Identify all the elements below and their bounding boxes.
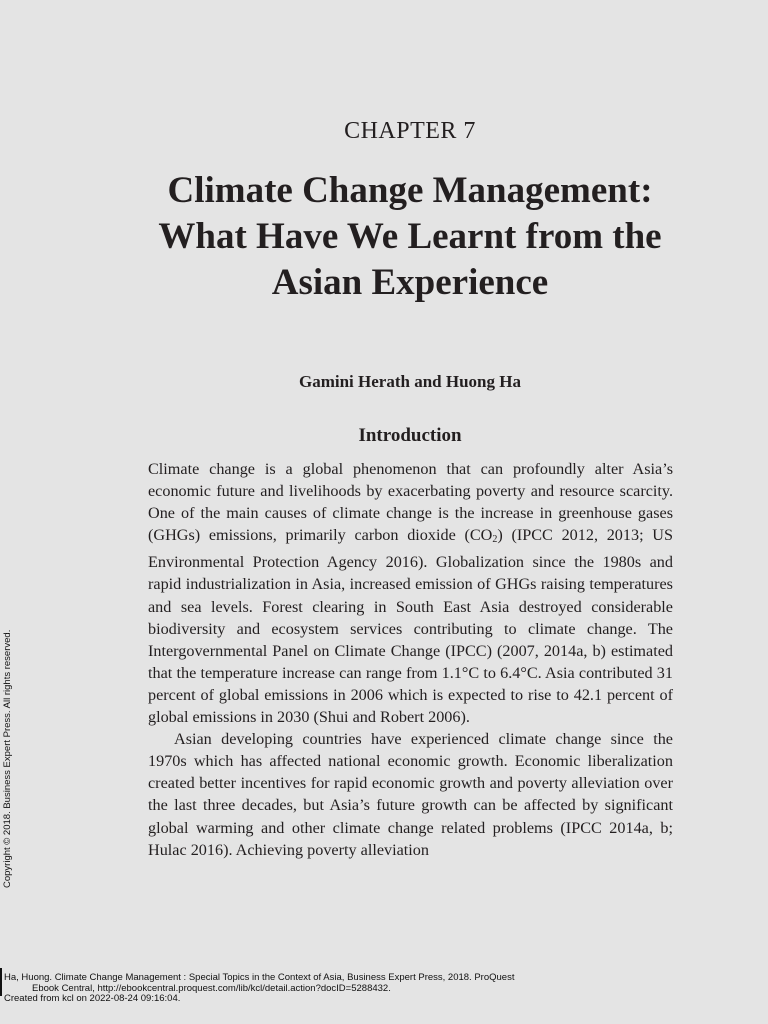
side-copyright-notice: Copyright © 2018. Business Expert Press. All rights reserved. [2,629,13,888]
footer-line-2[interactable]: Ebook Central, http://ebookcentral.proquest.com/lib/kcl/detail.action?docID=5288432. [32,982,391,994]
paragraph-2: Asian developing countries have experienced climate change since the 1970s which has affected national economic growth. Economic liberalization created better incentives for rapid economic growth and poverty alleviation over the last three decades, but Asia’s future growth can be affected by significant global warming and other climate change related problems (IPCC 2014a, b; Hulac 2016). Achieving poverty alleviation [148,730,673,859]
body-text [148,458,673,861]
footer-line-3: Created from kcl on 2022-08-24 09:16:04. [4,993,181,1004]
chapter-title: Climate Change Management: What Have We Learnt from the Asian Experience [158,170,662,303]
chapter-authors: Gamini Herath and Huong Ha [299,372,521,391]
paragraph-1 [148,458,673,728]
chapter-label: CHAPTER 7 [344,118,476,144]
section-heading: Introduction [358,425,462,446]
footer-margin-bar [0,968,2,996]
footer-line-1: Ha, Huong. Climate Change Management : Special Topics in the Context of Asia, Business Expert Press, 2018. ProQuest [4,972,515,983]
co2-subscript: 2 [492,534,498,546]
paragraph-1-text-a: Climate change is a global phenomenon that can profoundly alter Asia’s economic future and livelihoods by exacerbating poverty and resource scarcity. One of the main causes of climate change is the increase in greenhouse gases (GHGs) emissions, primarily carbon dioxide (CO [148,460,673,545]
paragraph-1-text-b: ) (IPCC 2012, 2013; US Environmental Protection Agency 2016). Globalization since the 1980s and rapid industrialization in Asia, increased emission of GHGs raising temperatures and sea levels. Forest clearing in South East Asia destroyed considerable biodiversity and ecosystem services contributing to climate change. The Intergovernmental Panel on Climate Change (IPCC) (2007, 2014a, b) estimated that the temperature increase can range from 1.1°C to 6.4°C. Asia contributed 31 percent of global emissions in 2006 which is expected to rise to 42.1 percent of global emissions in 2030 (Shui and Robert 2006). [148,526,673,727]
citation-footer [4,973,514,1005]
